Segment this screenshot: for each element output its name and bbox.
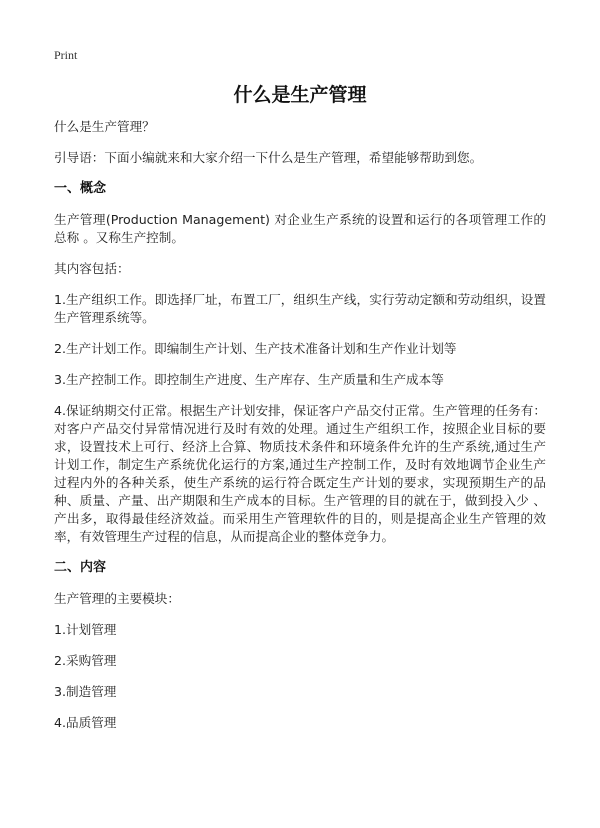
print-label: Print — [54, 48, 78, 62]
section-heading-content: 二、内容 — [54, 560, 107, 575]
module-item: 1.计划管理 — [54, 622, 117, 637]
list-item-3: 3.生产控制工作。即控制生产进度、生产库存、生产质量和生产成本等 — [54, 372, 444, 387]
question-paragraph: 什么是生产管理？ — [54, 119, 155, 134]
module-item: 4.品质管理 — [54, 715, 117, 730]
section-heading-concept: 一、概念 — [54, 181, 107, 196]
module-item: 3.制造管理 — [54, 684, 117, 699]
page-title: 什么是生产管理 — [233, 84, 367, 106]
modules-label: 生产管理的主要模块： — [54, 591, 180, 606]
intro-paragraph: 引导语：下面小编就来和大家介绍一下什么是生产管理，希望能够帮助到您。 — [54, 150, 483, 165]
list-item-2: 2.生产计划工作。即编制生产计划、生产技术准备计划和生产作业计划等 — [54, 341, 457, 356]
definition-paragraph: 生产管理(Production Management) 对企业生产系统的设置和运行的各项管理工作的总称 。又称生产控制。 — [54, 212, 546, 245]
list-item-4: 4.保证纳期交付正常。根据生产计划安排，保证客户产品交付正常。生产管理的任务有：对客户产品交付异常情况进行及时有效的处理。通过生产组织工作，按照企业目标的要求，设置技术上可行、经济上合算、物质技术条件和环境条件允许的生产系统,通过生产计划工作，制定生产系统优化运行的方案,通过生产控制工作，及时有效地调节企业生产过程内外的各种关系，使生产系统的运行符合既定生产计划的要求，实现预期生产的品种、质量、产量、出产期限和生产成本的目标。生产管理的目的就在于，做到投入少 、产出多，取得最佳经济效益。而采用生产管理软件的目的，则是提高企业生产管理的效率，有效管理生产过程的信息，从而提高企业的整体竞争力。 — [54, 403, 546, 544]
document-body — [54, 118, 546, 745]
module-item: 2.采购管理 — [54, 653, 117, 668]
list-item-1: 1.生产组织工作。即选择厂址，布置工厂，组织生产线，实行劳动定额和劳动组织，设置生产管理系统等。 — [54, 292, 546, 325]
contents-label: 其内容包括： — [54, 261, 130, 276]
